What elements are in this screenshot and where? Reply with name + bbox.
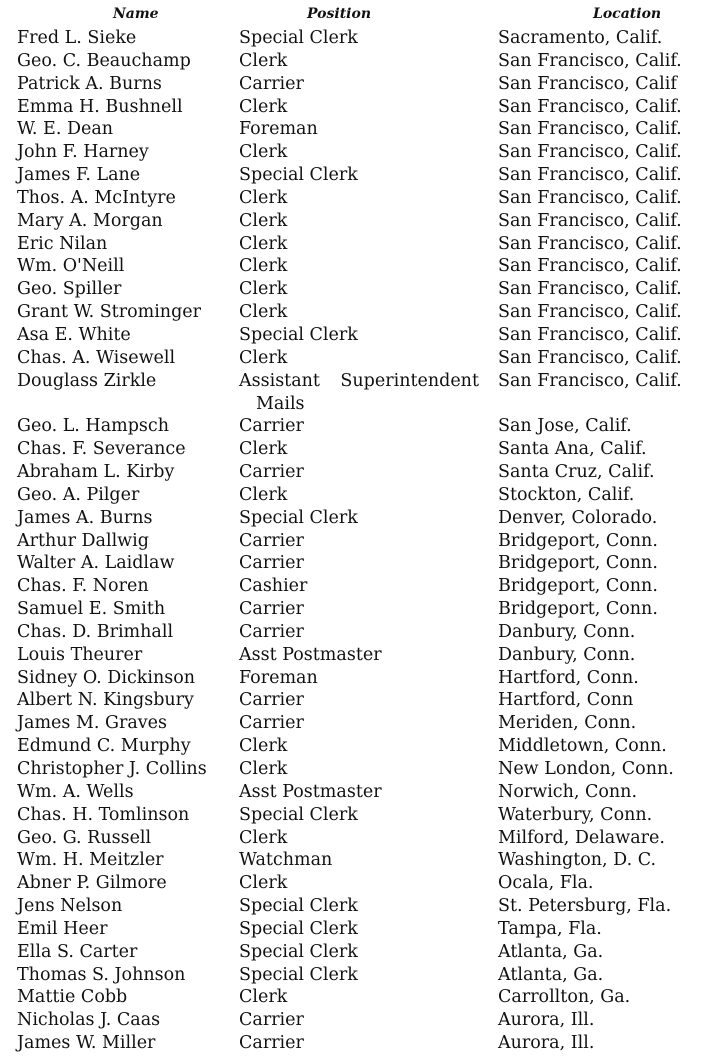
list-item xyxy=(0,941,710,964)
employee-name: Grant W. Strominger xyxy=(17,302,202,323)
list-item xyxy=(0,370,710,416)
employee-name: John F. Harney xyxy=(17,142,149,163)
employee-name: Abraham L. Kirby xyxy=(17,462,175,483)
list-item xyxy=(0,324,710,347)
header-name: Name xyxy=(113,6,159,22)
position-line-2: Mails xyxy=(256,393,305,414)
employee-name: James M. Graves xyxy=(17,713,167,734)
employee-name: Samuel E. Smith xyxy=(17,599,166,620)
employee-position: Cashier xyxy=(239,576,308,597)
list-item xyxy=(0,484,710,507)
header-position: Position xyxy=(307,6,371,22)
employee-position: Clerk xyxy=(239,187,288,208)
list-item xyxy=(0,301,710,324)
employee-name: Louis Theurer xyxy=(17,644,143,665)
employee-name: Ella S. Carter xyxy=(17,941,138,962)
employee-location: Bridgeport, Conn. xyxy=(498,576,658,597)
list-item xyxy=(0,895,710,918)
position-line-1: Assistant Superintendent xyxy=(239,370,479,391)
employee-location: Middletown, Conn. xyxy=(498,736,667,757)
employee-position: Clerk xyxy=(239,210,288,231)
employee-name: James A. Burns xyxy=(17,507,153,528)
list-item xyxy=(0,735,710,758)
employee-name: James F. Lane xyxy=(17,165,141,186)
employee-location: San Francisco, Calif. xyxy=(498,347,682,368)
employee-location: San Francisco, Calif. xyxy=(498,210,682,231)
employee-location: San Francisco, Calif. xyxy=(498,279,682,300)
employee-location: Hartford, Conn xyxy=(498,690,634,711)
employee-position: Special Clerk xyxy=(239,165,358,186)
employee-name: Thomas S. Johnson xyxy=(17,964,186,985)
employee-name: Abner P. Gilmore xyxy=(17,873,167,894)
employee-name: Geo. C. Beauchamp xyxy=(17,50,191,71)
employee-location: Santa Ana, Calif. xyxy=(498,439,647,460)
list-item xyxy=(0,827,710,850)
list-item xyxy=(0,141,710,164)
employee-position: Carrier xyxy=(239,1010,304,1031)
employee-location: Carrollton, Ga. xyxy=(498,987,631,1008)
employee-position: Carrier xyxy=(239,713,304,734)
employee-location: Bridgeport, Conn. xyxy=(498,599,658,620)
employee-position: Clerk xyxy=(239,827,288,848)
list-item xyxy=(0,530,710,553)
employee-location: Danbury, Conn. xyxy=(498,644,636,665)
list-item xyxy=(0,347,710,370)
employee-location: Sacramento, Calif. xyxy=(498,28,663,48)
employee-name: Chas. H. Tomlinson xyxy=(17,804,190,825)
employee-location: Norwich, Conn. xyxy=(498,781,638,802)
list-item xyxy=(0,255,710,278)
employee-name: Asa E. White xyxy=(17,324,131,345)
employee-name: Patrick A. Burns xyxy=(17,73,162,94)
employee-position: Special Clerk xyxy=(239,896,358,917)
employee-name: Mattie Cobb xyxy=(17,987,128,1008)
employee-position: Carrier xyxy=(239,621,304,642)
employee-name: James W. Miller xyxy=(17,1033,156,1054)
list-item xyxy=(0,187,710,210)
employee-position: Carrier xyxy=(239,690,304,711)
employee-location: Tampa, Fla. xyxy=(498,918,602,939)
employee-position: Foreman xyxy=(239,119,318,140)
list-item xyxy=(0,964,710,987)
employee-position: Clerk xyxy=(239,873,288,894)
employee-position: Carrier xyxy=(239,599,304,620)
list-item xyxy=(0,712,710,735)
list-item xyxy=(0,233,710,256)
employee-position: Carrier xyxy=(239,462,304,483)
list-item xyxy=(0,415,710,438)
employee-location: Atlanta, Ga. xyxy=(498,964,604,985)
employee-position: Special Clerk xyxy=(239,918,358,939)
employee-name: Douglass Zirkle xyxy=(17,370,157,391)
employee-location: Meriden, Conn. xyxy=(498,713,637,734)
list-item xyxy=(0,461,710,484)
employee-position xyxy=(239,370,479,416)
employee-location: Denver, Colorado. xyxy=(498,507,658,528)
employee-position: Special Clerk xyxy=(239,964,358,985)
employee-name: Geo. A. Pilger xyxy=(17,484,140,505)
list-item xyxy=(0,438,710,461)
list-item xyxy=(0,210,710,233)
employee-name: Chas. F. Severance xyxy=(17,439,186,460)
employee-location: Hartford, Conn. xyxy=(498,667,639,688)
employee-name: Emma H. Bushnell xyxy=(17,96,183,117)
employee-location: San Francisco, Calif. xyxy=(498,119,682,140)
employee-position: Asst Postmaster xyxy=(239,781,382,802)
employee-location: Santa Cruz, Calif. xyxy=(498,462,655,483)
employee-name: Chas. F. Noren xyxy=(17,576,149,597)
employee-position: Carrier xyxy=(239,416,304,437)
list-item xyxy=(0,96,710,119)
employee-name: Eric Nilan xyxy=(17,233,108,254)
employee-name: Albert N. Kingsbury xyxy=(17,690,194,711)
employee-location: San Francisco, Calif. xyxy=(498,233,682,254)
list-item xyxy=(0,849,710,872)
employee-position: Special Clerk xyxy=(239,28,358,48)
employee-position: Clerk xyxy=(239,279,288,300)
employee-name: Geo. L. Hampsch xyxy=(17,416,169,437)
list-item xyxy=(0,278,710,301)
employee-location: Bridgeport, Conn. xyxy=(498,553,658,574)
employee-location: St. Petersburg, Fla. xyxy=(498,896,672,917)
employee-location: San Francisco, Calif. xyxy=(498,302,682,323)
employee-position: Clerk xyxy=(239,302,288,323)
list-item xyxy=(0,621,710,644)
employee-position: Clerk xyxy=(239,759,288,779)
employee-position: Special Clerk xyxy=(239,941,358,962)
list-item xyxy=(0,598,710,621)
employee-name: Jens Nelson xyxy=(17,896,123,917)
employee-location: San Francisco, Calif. xyxy=(498,256,682,277)
list-item xyxy=(0,575,710,598)
employee-position: Carrier xyxy=(239,73,304,94)
employee-name: Chas. A. Wisewell xyxy=(17,347,176,368)
employee-location: Atlanta, Ga. xyxy=(498,941,604,962)
employee-position: Special Clerk xyxy=(239,507,358,528)
employee-location: Aurora, Ill. xyxy=(498,1010,595,1031)
employee-location: Waterbury, Conn. xyxy=(498,804,653,825)
header-location: Location xyxy=(593,6,662,22)
list-item xyxy=(0,552,710,575)
employee-position: Carrier xyxy=(239,553,304,574)
employee-list xyxy=(0,27,710,1055)
employee-position: Special Clerk xyxy=(239,804,358,825)
list-item xyxy=(0,804,710,827)
list-item xyxy=(0,50,710,73)
employee-position: Clerk xyxy=(239,233,288,254)
employee-position: Asst Postmaster xyxy=(239,644,382,665)
list-item xyxy=(0,667,710,690)
employee-location: San Francisco, Calif. xyxy=(498,324,682,345)
employee-name: Fred L. Sieke xyxy=(17,28,137,48)
employee-name: Wm. O'Neill xyxy=(17,256,125,277)
employee-position: Clerk xyxy=(239,256,288,277)
list-item xyxy=(0,27,710,50)
employee-position: Watchman xyxy=(239,850,333,871)
employee-location: San Jose, Calif. xyxy=(498,416,632,437)
employee-position: Clerk xyxy=(239,50,288,71)
employee-name: Edmund C. Murphy xyxy=(17,736,191,757)
employee-location: Milford, Delaware. xyxy=(498,827,665,848)
employee-name: Emil Heer xyxy=(17,918,108,939)
list-item xyxy=(0,689,710,712)
employee-location: San Francisco, Calif xyxy=(498,73,677,94)
employee-location: Stockton, Calif. xyxy=(498,484,635,505)
employee-position: Carrier xyxy=(239,530,304,551)
employee-name: Christopher J. Collins xyxy=(17,759,207,779)
employee-name: Nicholas J. Caas xyxy=(17,1010,161,1031)
employee-name: Geo. Spiller xyxy=(17,279,122,300)
employee-location: Danbury, Conn. xyxy=(498,621,636,642)
employee-location: San Francisco, Calif. xyxy=(498,142,682,163)
list-item xyxy=(0,118,710,141)
employee-position: Special Clerk xyxy=(239,324,358,345)
employee-location: San Francisco, Calif. xyxy=(498,187,682,208)
employee-location: San Francisco, Calif. xyxy=(498,96,682,117)
employee-position: Carrier xyxy=(239,1033,304,1054)
employee-location: Aurora, Ill. xyxy=(498,1033,595,1054)
list-item xyxy=(0,1032,710,1055)
employee-location: San Francisco, Calif. xyxy=(498,50,682,71)
employee-location: Ocala, Fla. xyxy=(498,873,594,894)
employee-location: New London, Conn. xyxy=(498,759,674,779)
employee-name: Arthur Dallwig xyxy=(17,530,149,551)
list-item xyxy=(0,644,710,667)
list-item xyxy=(0,986,710,1009)
employee-position: Foreman xyxy=(239,667,318,688)
employee-position: Clerk xyxy=(239,96,288,117)
employee-position: Clerk xyxy=(239,142,288,163)
employee-name: W. E. Dean xyxy=(17,119,114,140)
list-item xyxy=(0,758,710,781)
column-headers xyxy=(0,6,710,26)
employee-position: Clerk xyxy=(239,484,288,505)
employee-name: Wm. H. Meitzler xyxy=(17,850,164,871)
employee-name: Thos. A. McIntyre xyxy=(17,187,176,208)
list-item xyxy=(0,918,710,941)
employee-location: San Francisco, Calif. xyxy=(498,165,682,186)
employee-name: Wm. A. Wells xyxy=(17,781,134,802)
employee-name: Geo. G. Russell xyxy=(17,827,152,848)
list-item xyxy=(0,781,710,804)
list-item xyxy=(0,872,710,895)
employee-position: Clerk xyxy=(239,736,288,757)
list-item xyxy=(0,164,710,187)
list-item xyxy=(0,507,710,530)
employee-position: Clerk xyxy=(239,987,288,1008)
employee-position: Clerk xyxy=(239,439,288,460)
list-item xyxy=(0,73,710,96)
list-item xyxy=(0,1009,710,1032)
employee-name: Chas. D. Brimhall xyxy=(17,621,174,642)
employee-name: Mary A. Morgan xyxy=(17,210,163,231)
employee-location: San Francisco, Calif. xyxy=(498,370,682,391)
employee-location: Bridgeport, Conn. xyxy=(498,530,658,551)
employee-location: Washington, D. C. xyxy=(498,850,657,871)
employee-name: Walter A. Laidlaw xyxy=(17,553,175,574)
employee-name: Sidney O. Dickinson xyxy=(17,667,195,688)
employee-position: Clerk xyxy=(239,347,288,368)
